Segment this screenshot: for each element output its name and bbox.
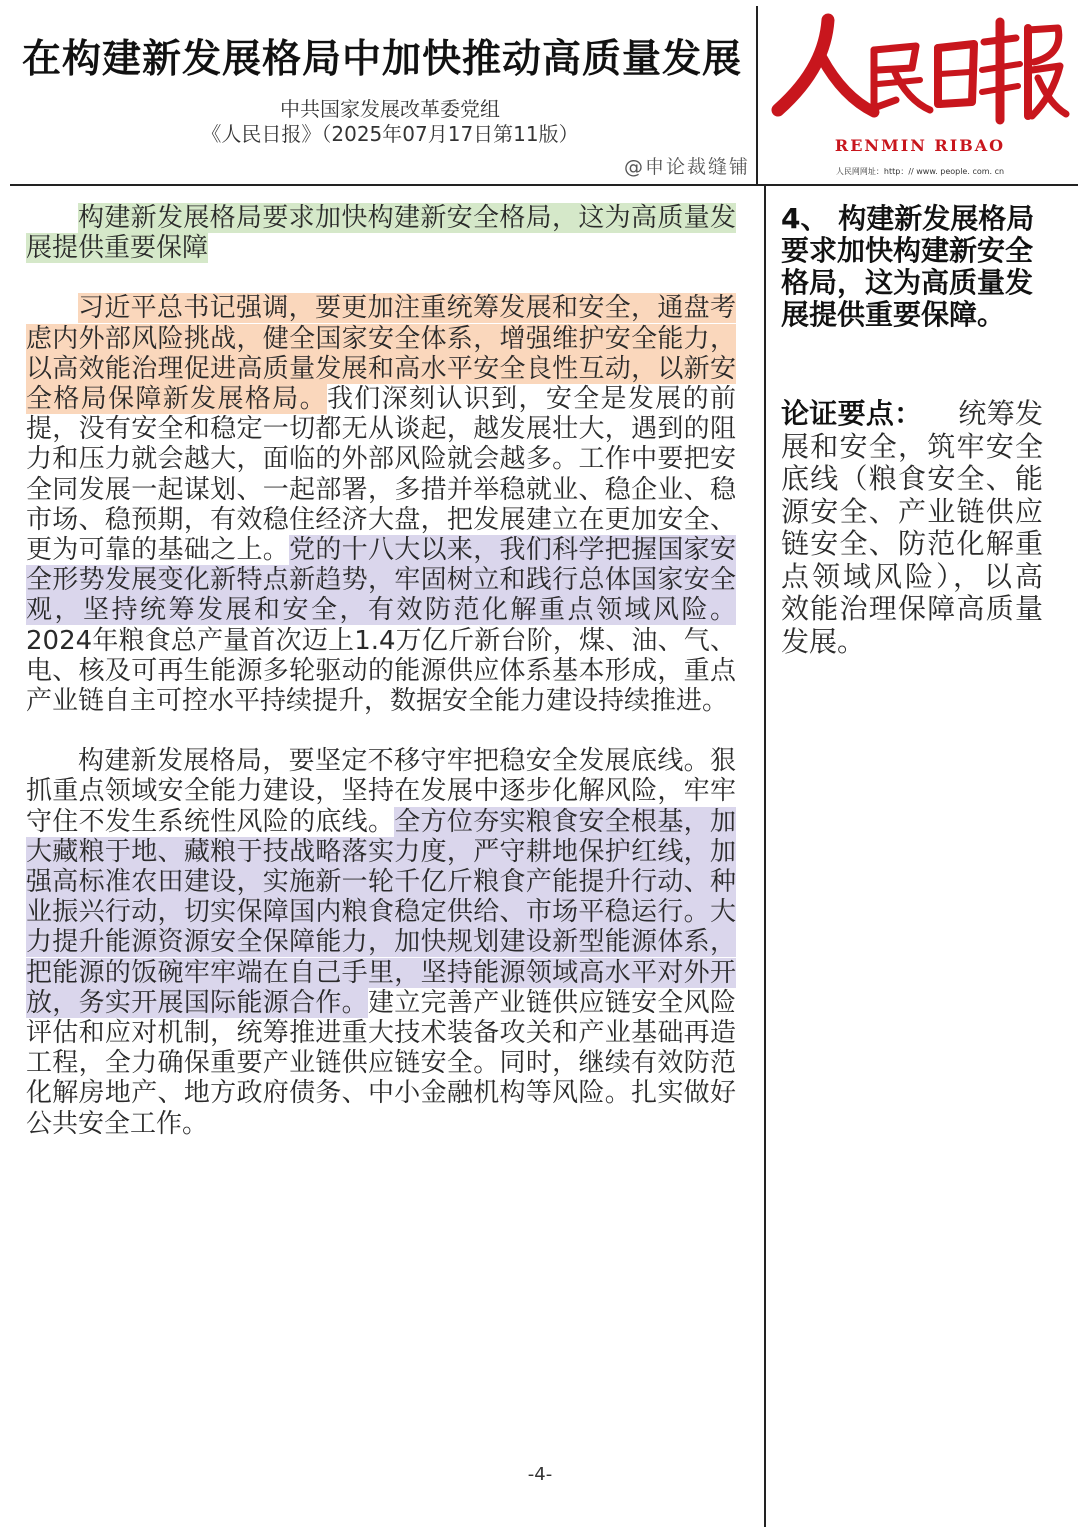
- plain-text: 我们深刻认识到，安全是发展的前提，没有安全和稳定一切都无从谈起，越发展壮大，遇到的阻力和压力就会越大，面临的外部风险就会越多。工作中要把安全同发展一起谋划、一起部署，多措并举稳就业、稳企业、稳市场、稳预期，有效稳住经济大盘，把发展建立在更加安全、更为可靠的基础之上。: [26, 384, 736, 566]
- argument-points-label: 论证要点：: [781, 397, 923, 430]
- plain-text: 构建新发展格局，要坚定不移守牢把稳安全发展底线。狠抓重点领域安全能力建设，坚持在发展中逐步化解风险，牢牢守住不发生系统性风险的底线。: [26, 746, 736, 837]
- page-number: -4-: [527, 1464, 553, 1485]
- header-divider-vertical: [756, 6, 758, 186]
- column-divider: [764, 186, 766, 1527]
- highlight-purple: 全方位夯实粮食安全根基，加大藏粮于地、藏粮于技战略落实力度，严守耕地保护红线，加强高标准农田建设，实施新一轮千亿斤粮食产能提升行动、种业振兴行动，切实保障国内粮食稳定供给、市场平稳运行。: [26, 806, 736, 928]
- article-title: 在构建新发展格局中加快推动高质量发展: [22, 37, 743, 82]
- logo-website: 人民网网址：http：// www. people. com. cn: [835, 167, 1005, 176]
- author-line: 中共国家发展改革委党组: [280, 97, 500, 121]
- article-body: [26, 203, 736, 1139]
- renmin-ribao-calligraphy-logo: [770, 8, 1070, 133]
- plain-text: 2024年粮食总产量首次迈上1.4万亿斤新台阶，煤、油、气、电、核及可再生能源多轮驱动的能源供应体系基本形成，重点产业链自主可控水平持续提升，数据安全能力建设持续推进。: [26, 625, 736, 717]
- paragraph-2: [26, 293, 736, 716]
- highlight-purple: 大力提升能源资源安全保障能力，加快规划建设新型能源体系，把能源的饭碗牢牢端在自己手里，坚持能源领域高水平对外开放，务实开展国际能源合作。: [26, 897, 736, 1018]
- plain-text: 建立完善产业链供应链安全风险评估和应对机制，统筹推进重大技术装备攻关和产业基础再造工程，全力确保重要产业链供应链安全。同时，继续有效防范化解房地产、地方政府债务、中小金融机构等风险。扎实做好公共安全工作。: [26, 987, 736, 1139]
- watermark: @申论裁缝铺: [623, 156, 750, 178]
- paragraph-3: [26, 746, 736, 1139]
- highlight-purple: 党的十八大以来，我们科学把握国家安全形势发展变化新特点新趋势，牢固树立和践行总体国家安全观，坚持统筹发展和安全，有效防范化解重点领域风险。: [26, 535, 736, 626]
- newspaper-logo: [770, 8, 1070, 178]
- logo-pinyin: RENMIN RIBAO: [834, 136, 1006, 155]
- highlight-green: 构建新发展格局要求加快构建新安全格局，这为高质量发展提供重要保障: [26, 203, 736, 264]
- source-line: 《人民日报》（2025年07月17日第11版）: [201, 122, 579, 146]
- paragraph-1: [26, 203, 736, 263]
- header-divider-horizontal: [10, 184, 1078, 186]
- argument-points: [781, 398, 1043, 658]
- side-heading: 4、 构建新发展格局要求加快构建新安全格局，这为高质量发展提供重要保障。: [781, 202, 1035, 331]
- argument-points-text: 统筹发展和安全，筑牢安全底线（粮食安全、能源安全、产业链供应链安全、防范化解重点领域风险），以高效能治理保障高质量发展。: [781, 397, 1043, 658]
- highlight-orange: 习近平总书记强调，要更加注重统筹发展和安全，通盘考虑内外部风险挑战，健全国家安全体系，增强维护安全能力，以高效能治理促进高质量发展和高水平安全良性互动，以新安全格局保障新发展格局。: [26, 293, 736, 415]
